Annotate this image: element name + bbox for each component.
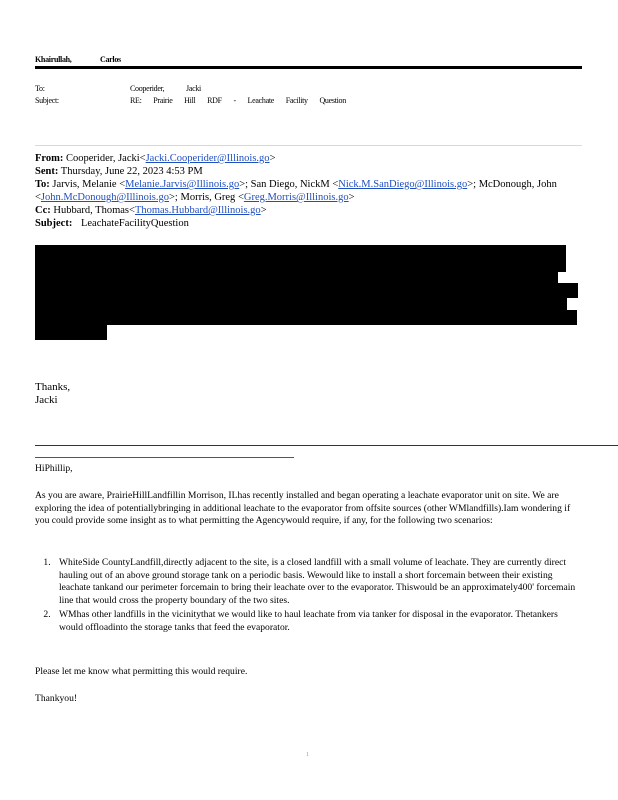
closing-thanks: Thankyou! bbox=[35, 693, 78, 704]
from-line: From: Cooperider, Jacki<Jacki.Cooperider@Illinois.go> bbox=[35, 153, 276, 164]
from-email-link[interactable]: Jacki.Cooperider@Illinois.go bbox=[145, 153, 270, 164]
signoff-thanks: Thanks, bbox=[35, 381, 71, 393]
sent-line bbox=[35, 165, 203, 179]
quote-divider-short bbox=[35, 457, 294, 458]
cc-name: Hubbard, Thomas bbox=[53, 205, 130, 216]
cc-line: Cc: Hubbard, Thomas<Thomas.Hubbard@Illinois.go> bbox=[35, 205, 267, 216]
to-4-name: Morris, Greg bbox=[180, 192, 236, 203]
to-4-email-link[interactable]: Greg.Morris@Illinois.go bbox=[243, 192, 349, 203]
cc-email-link[interactable]: Thomas.Hubbard@Illinois.go bbox=[134, 205, 261, 216]
to-2-email-link[interactable]: Nick.M.SanDiego@Illinois.go bbox=[338, 179, 468, 190]
summary-to-last: Cooperider, bbox=[130, 84, 165, 93]
summary-to-first: Jacki bbox=[186, 84, 201, 93]
to-line: To: Jarvis, Melanie <Melanie.Jarvis@Illinois.go>; San Diego, NickM <Nick.M.SanDiego@Illinois.go>; McDonough, John bbox=[35, 179, 557, 190]
subject-value: LeachateFacilityQuestion bbox=[80, 218, 189, 229]
sender-last-name: Khairullah, bbox=[35, 55, 72, 64]
list-item: 2. WMhas other landfills in the vicinitythat we would like to haul leachate from via tanker for disposal in the evaporator. Thetankers would offloadinto the storage tanks that feed the evaporator. bbox=[53, 609, 583, 634]
summary-to-label: To: bbox=[35, 84, 45, 93]
to-3-name: McDonough, John bbox=[478, 179, 557, 190]
to-1-email-link[interactable]: Melanie.Jarvis@Illinois.go bbox=[125, 179, 240, 190]
cc-label: Cc: bbox=[35, 205, 51, 216]
separator-line bbox=[35, 145, 582, 146]
closing-request: Please let me know what permitting this would require. bbox=[35, 666, 248, 677]
header-rule bbox=[35, 66, 582, 69]
signoff-name: Jacki bbox=[35, 394, 58, 406]
sender-first-name: Carlos bbox=[100, 55, 121, 64]
sent-value: Thursday, June 22, 2023 4:53 PM bbox=[60, 166, 203, 177]
sent-label: Sent: bbox=[35, 166, 59, 177]
subject-line bbox=[35, 217, 189, 231]
quote-divider bbox=[35, 445, 618, 446]
to-3-email-link[interactable]: John.McDonough@Illinois.go bbox=[40, 192, 170, 203]
intro-paragraph: As you are aware, PrairieHillLandfillin Morrison, ILhas recently installed and began operating a leachate evaporator unit on site. We are exploring the idea of potentiallybringing in additional leachate to the evaporator from offsite sources (other WMlandfills).Iam wondering if you could provide some insight as to what permitting the Agencywould require, if any, for the following two scenarios: bbox=[35, 490, 571, 527]
page-number: 1 bbox=[306, 752, 309, 758]
summary-subject-value: RE: Prairie Hill RDF - Leachate Facility Question bbox=[130, 96, 346, 105]
summary-subject-label: Subject: bbox=[35, 96, 59, 105]
to-1-name: Jarvis, Melanie bbox=[52, 179, 117, 190]
greeting: HiPhillip, bbox=[35, 463, 73, 474]
to-label: To: bbox=[35, 179, 50, 190]
subject-label: Subject: bbox=[35, 218, 73, 229]
to-2-name: San Diego, NickM bbox=[250, 179, 330, 190]
list-item: 1. WhiteSide CountyLandfill,directly adjacent to the site, is a closed landfill with a small volume of leachate. They are currently direct hauling out of an above ground storage tank on a periodic basis. Wewould like to install a short forcemain between their existing leachate tankand our perimeter forcemain to bring their leachate over to the evaporator. Thiswould be an approximately400' forcemain line that would cross the property boundary of the two sites. bbox=[53, 557, 583, 607]
from-name: Cooperider, Jacki bbox=[66, 153, 140, 164]
to-line-continued: <John.McDonough@Illinois.go>; Morris, Greg <Greg.Morris@Illinois.go> bbox=[35, 192, 355, 203]
scenario-list bbox=[35, 557, 583, 637]
from-label: From: bbox=[35, 153, 64, 164]
